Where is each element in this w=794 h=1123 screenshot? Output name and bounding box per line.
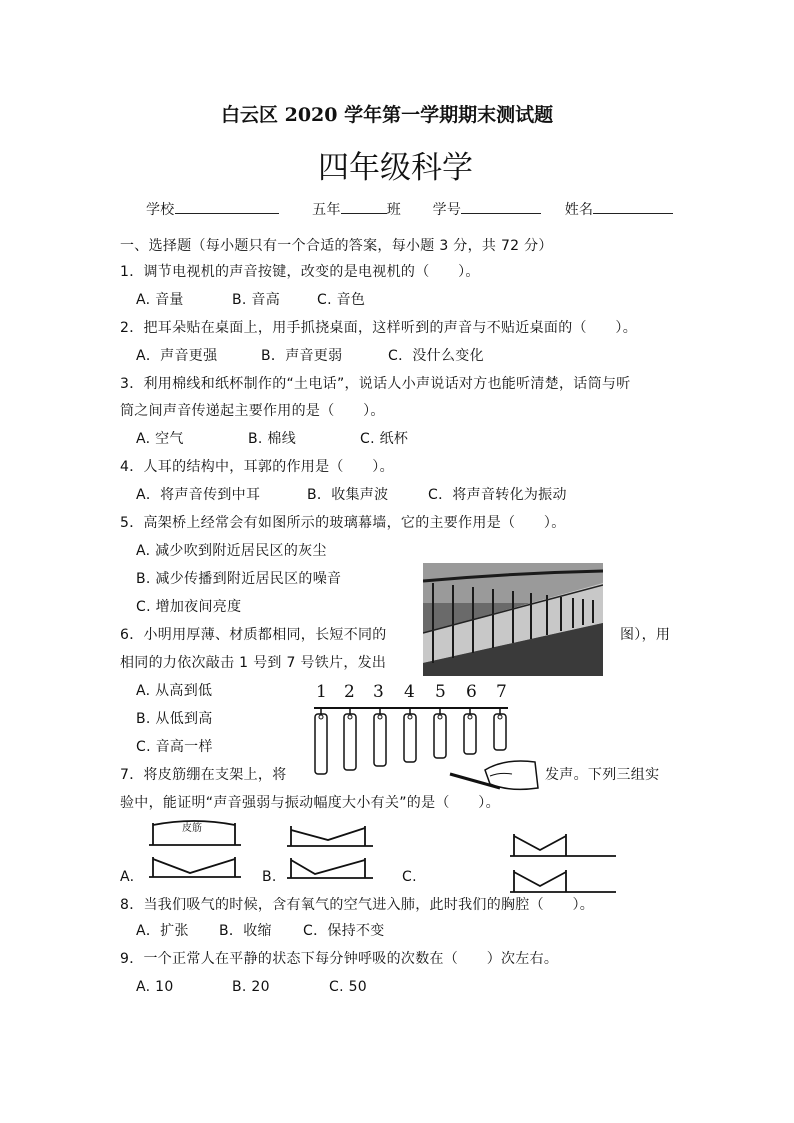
student-info-line	[146, 199, 673, 220]
strip-number-3: 3	[373, 682, 384, 702]
q4-option-b: B．收集声波	[307, 487, 389, 503]
strip-number-4: 4	[404, 682, 415, 702]
strip-number-1: 1	[316, 682, 327, 702]
q4-option-a: A．将声音传到中耳	[136, 487, 261, 503]
q5-option-a: A. 减少吹到附近居民区的灰尘	[136, 543, 327, 559]
q6-option-a: A. 从高到低	[136, 683, 213, 699]
q2-stem: 2．把耳朵贴在桌面上，用手抓挠桌面，这样听到的声音与不贴近桌面的（ ）。	[120, 320, 638, 336]
section-heading: 一、选择题（每小题只有一个合适的答案，每小题 3 分，共 72 分）	[120, 238, 553, 254]
strip-number-7: 7	[496, 682, 507, 702]
q9-stem: 9．一个正常人在平静的状态下每分钟呼吸的次数在（ ）次左右。	[120, 951, 559, 967]
student-id-blank[interactable]	[461, 199, 541, 214]
strip-number-2: 2	[344, 682, 355, 702]
q1-option-a: A. 音量	[136, 292, 184, 308]
rubber-band-setup-a	[145, 815, 245, 881]
q2-option-b: B．声音更弱	[261, 348, 343, 364]
q6-stem-line1-left: 6．小明用厚薄、材质都相同，长短不同的	[120, 627, 387, 643]
metal-strips-figure	[300, 680, 540, 792]
name-blank[interactable]	[593, 199, 673, 214]
q7-stem-line1-right: 发声。下列三组实	[545, 767, 660, 783]
q6-stem-line2: 相同的力依次敲击 1 号到 7 号铁片，发出	[120, 655, 387, 671]
q1-stem: 1．调节电视机的声音按键，改变的是电视机的（ ）。	[120, 264, 480, 280]
strip-number-6: 6	[466, 682, 477, 702]
q5-stem: 5．高架桥上经常会有如图所示的玻璃幕墙，它的主要作用是（ ）。	[120, 515, 566, 531]
exam-title: 白云区 2020 学年第一学期期末测试题	[221, 104, 554, 126]
q2-option-c: C．没什么变化	[388, 348, 484, 364]
q9-option-c: C. 50	[329, 979, 367, 995]
q1-option-b: B. 音高	[232, 292, 281, 308]
q3-option-a: A. 空气	[136, 431, 184, 447]
q3-stem-line1: 3．利用棉线和纸杯制作的“土电话”，说话人小声说话对方也能听清楚，话筒与听	[120, 376, 631, 392]
q4-stem: 4．人耳的结构中，耳郭的作用是（ ）。	[120, 459, 394, 475]
q5-option-b: B. 减少传播到附近居民区的噪音	[136, 571, 342, 587]
q3-stem-line2: 筒之间声音传递起主要作用的是（ ）。	[120, 403, 385, 419]
rubber-band-label: 皮筋	[182, 823, 202, 834]
school-blank[interactable]	[175, 199, 279, 214]
q7-option-b: B.	[262, 869, 277, 885]
q2-option-a: A．声音更强	[136, 348, 218, 364]
school-label: 学校	[146, 202, 175, 218]
q1-option-c: C. 音色	[317, 292, 366, 308]
q8-option-a: A．扩张	[136, 923, 189, 939]
rubber-band-setup-c	[508, 826, 618, 896]
q6-option-c: C. 音高一样	[136, 739, 213, 755]
q8-stem: 8．当我们吸气的时候，含有氧气的空气进入肺，此时我们的胸腔（ ）。	[120, 897, 595, 913]
rubber-band-setup-b	[285, 820, 375, 882]
student-id-label: 学号	[432, 202, 462, 218]
q9-option-a: A. 10	[136, 979, 174, 995]
q5-option-c: C. 增加夜间亮度	[136, 599, 242, 615]
q3-option-b: B. 棉线	[248, 431, 297, 447]
q7-stem-line2: 验中，能证明“声音强弱与振动幅度大小有关”的是（ ）。	[120, 795, 500, 811]
grade-label: 五年	[312, 202, 341, 218]
q8-option-c: C．保持不变	[303, 923, 385, 939]
q8-option-b: B．收缩	[219, 923, 272, 939]
strip-number-5: 5	[435, 682, 446, 702]
q9-option-b: B. 20	[232, 979, 270, 995]
class-blank[interactable]	[341, 199, 387, 214]
name-label: 姓名	[564, 202, 594, 218]
q3-option-c: C. 纸杯	[360, 431, 409, 447]
q6-option-b: B. 从低到高	[136, 711, 213, 727]
glass-barrier-photo	[423, 563, 603, 676]
q6-stem-line1-right: 图），用	[620, 627, 671, 643]
q7-option-c: C.	[402, 869, 417, 885]
q7-option-a: A.	[120, 869, 135, 885]
exam-subtitle: 四年级科学	[318, 150, 473, 186]
q7-stem-line1-left: 7．将皮筋绷在支架上，将	[120, 767, 287, 783]
class-label: 班	[386, 202, 402, 218]
q4-option-c: C．将声音转化为振动	[428, 487, 567, 503]
